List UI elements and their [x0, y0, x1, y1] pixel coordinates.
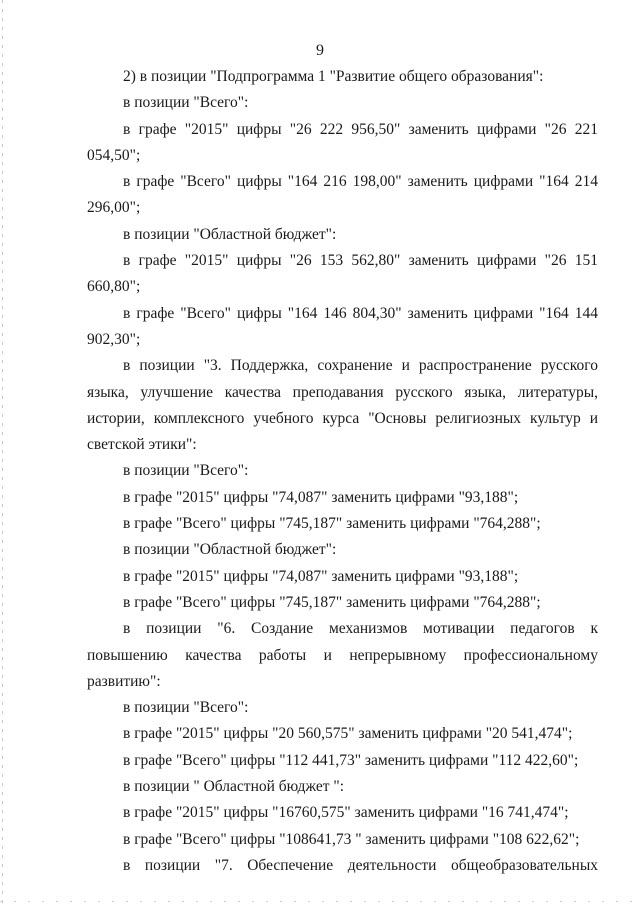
paragraph-all-total: в графе "Всего" цифры "164 216 198,00" заменить цифрами "164 214 296,00";	[87, 173, 598, 217]
scan-edge-left	[2, 0, 3, 905]
scan-edge-bottom	[0, 901, 640, 902]
paragraph-position-3: в позиции "3. Поддержка, сохранение и распространение русского языка, улучшение качества преподавания русского языка, литературы, истории, комплексного учебного курса "Основы религиозных культур и светской этики":	[87, 357, 598, 454]
paragraph-position-7: в позиции "7. Обеспечение деятельности общеобразовательных	[123, 856, 598, 874]
document-body	[87, 64, 598, 879]
paragraph-position-6: в позиции "6. Создание механизмов мотивации педагогов к повышению качества работы и непрерывному профессиональному развитию":	[87, 620, 598, 690]
paragraph-position-total: в позиции "Всего":	[123, 462, 249, 480]
paragraph-all-total: в графе "Всего" цифры "745,187" заменить цифрами "764,288";	[123, 515, 541, 533]
paragraph-2015-regional: в графе "2015" цифры "26 153 562,80" заменить цифрами "26 151 660,80";	[87, 252, 598, 296]
paragraph-2015-total: в графе "2015" цифры "20 560,575" заменить цифрами "20 541,474";	[123, 725, 573, 743]
paragraph-2015-regional: в графе "2015" цифры "16760,575" заменить цифрами "16 741,474";	[123, 804, 569, 822]
paragraph-all-regional: в графе "Всего" цифры "745,187" заменить цифрами "764,288";	[123, 593, 541, 611]
paragraph-all-regional: в графе "Всего" цифры "108641,73 " заменить цифрами "108 622,62";	[123, 830, 580, 848]
paragraph-2015-total: в графе "2015" цифры "74,087" заменить цифрами "93,188";	[123, 488, 519, 506]
paragraph-position-regional-budget: в позиции " Областной бюджет ":	[123, 778, 345, 796]
paragraph-all-regional: в графе "Всего" цифры "164 146 804,30" заменить цифрами "164 144 902,30";	[87, 304, 598, 348]
paragraph-position-total: в позиции "Всего":	[123, 94, 249, 112]
paragraph-position-regional-budget: в позиции "Областной бюджет":	[123, 225, 337, 243]
paragraph-2015-regional: в графе "2015" цифры "74,087" заменить цифрами "93,188";	[123, 567, 519, 585]
paragraph-all-total: в графе "Всего" цифры "112 441,73" заменить цифрами "112 422,60";	[123, 751, 579, 769]
page-number: 9	[316, 42, 324, 59]
paragraph-position-total: в позиции "Всего":	[123, 699, 249, 717]
paragraph-2015-total: в графе "2015" цифры "26 222 956,50" заменить цифрами "26 221 054,50";	[87, 120, 598, 164]
paragraph-position-regional-budget: в позиции "Областной бюджет":	[123, 541, 337, 559]
paragraph-subprogram-1: 2) в позиции "Подпрограмма 1 "Развитие общего образования":	[123, 68, 544, 85]
